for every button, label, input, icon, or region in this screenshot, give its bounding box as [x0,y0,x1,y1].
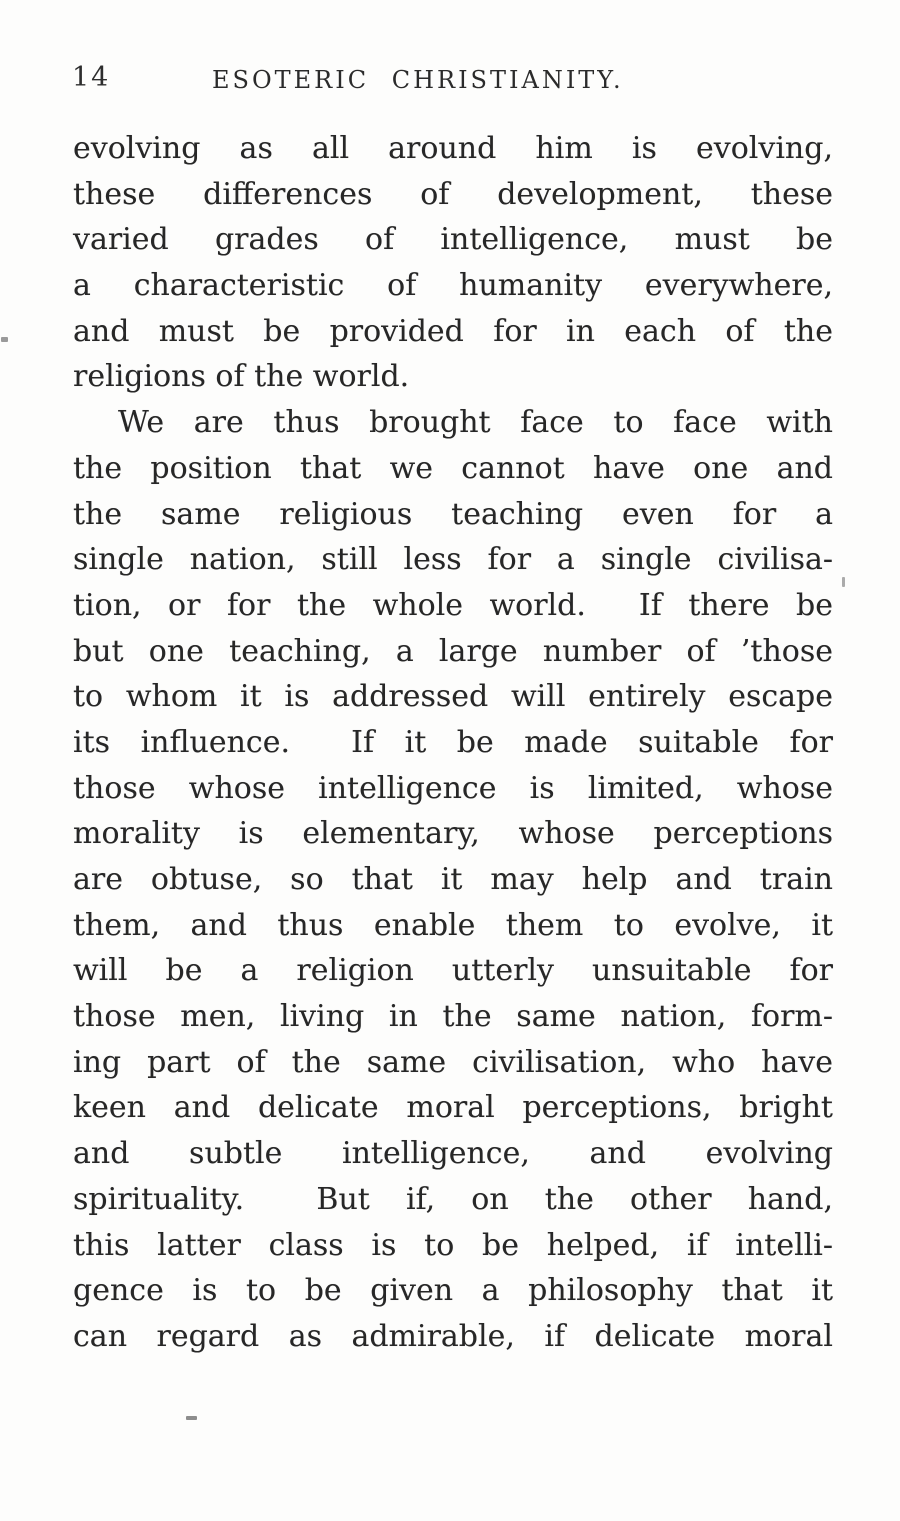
text-line: its influence. If it be made suitable for [73,724,833,760]
text-line: will be a religion utterly unsuitable for [73,953,833,989]
text-line: this latter class is to be helped, if intelli- [73,1227,833,1263]
text-line: gence is to be given a philosophy that it [73,1273,833,1309]
text-line: keen and delicate moral perceptions, bright [73,1090,833,1126]
text-line: a characteristic of humanity everywhere, [73,268,833,304]
text-line: varied grades of intelligence, must be [73,222,833,258]
scan-dash-bottom [186,1416,197,1420]
text-line: the position that we cannot have one and [73,450,833,486]
text-line: morality is elementary, whose perceptions [73,816,833,852]
scan-speck-left-margin [1,337,8,342]
text-line: tion, or for the whole world. If there be [73,587,833,623]
text-line: these differences of development, these [73,176,833,212]
running-head: ESOTERIC CHRISTIANITY. [212,66,624,94]
text-line: those men, living in the same nation, form- [73,999,833,1035]
text-line: and must be provided for in each of the [73,313,833,349]
text-line: can regard as admirable, if delicate moral [73,1318,833,1354]
text-line: to whom it is addressed will entirely escape [73,679,833,715]
text-line: and subtle intelligence, and evolving [73,1136,833,1172]
text-line: evolving as all around him is evolving, [73,131,833,166]
text-line: We are thus brought face to face with [118,405,833,441]
text-line: them, and thus enable them to evolve, it [73,907,833,943]
text-line: religions of the world. [73,359,410,395]
text-line: but one teaching, a large number of ’those [73,633,833,669]
text-line: ing part of the same civilisation, who have [73,1044,833,1080]
text-line: spirituality. But if, on the other hand, [73,1181,833,1217]
page-number: 14 [72,62,111,93]
text-line: the same religious teaching even for a [73,496,833,532]
scan-speck-right-margin [842,577,845,587]
body-text [73,126,833,1360]
text-line: single nation, still less for a single civilisa- [73,542,833,578]
text-line: those whose intelligence is limited, whose [73,770,833,806]
text-line: are obtuse, so that it may help and train [73,862,833,897]
